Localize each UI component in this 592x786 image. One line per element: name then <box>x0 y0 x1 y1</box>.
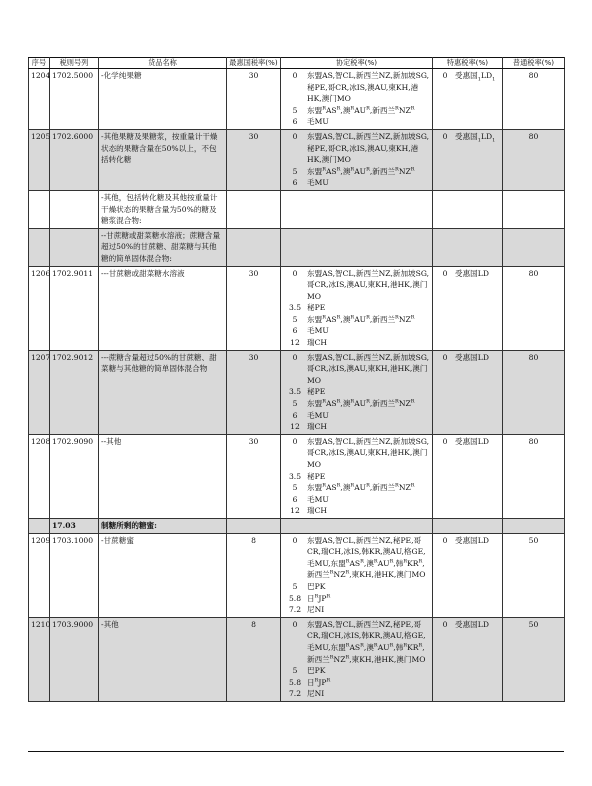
agreement-parties: 东盟AS,智CL,新西兰NZ,新加坡SG,哥CR,冰IS,澳AU,柬KH,港HK,澳门MO <box>307 436 430 469</box>
agreement-line <box>283 325 430 337</box>
agreement-parties: 东盟AS,智CL,新西兰NZ,秘PE,哥CR,瑞CH,冰IS,韩KR,澳AU,格GE,毛MU,东盟$^RAS^R$,澳$^RAU^R$,韩$^RKR^R$,新西兰$^RNZ^R$,柬KH,港HK,澳门MO <box>307 619 426 664</box>
agreement-parties: 巴PK <box>307 666 326 676</box>
agreement-rate: 6 <box>292 178 298 188</box>
cell-code: 1702.9011 <box>50 266 99 350</box>
agreement-rate: 5 <box>292 483 298 493</box>
agreement-parties: 秘PE <box>307 471 326 481</box>
agreement-rate: 7.2 <box>288 605 302 615</box>
agreement-rate: 12 <box>290 422 300 432</box>
cell-name: 制糖所剩的糖蜜: <box>99 518 227 533</box>
agreement-rate: 3.5 <box>288 303 302 313</box>
cell-general <box>503 518 565 533</box>
cell-agreement <box>281 533 433 617</box>
cell-agreement <box>281 190 433 228</box>
cell-general: 80 <box>503 350 565 434</box>
agreement-line <box>283 177 430 189</box>
cell-seq: 1207 <box>29 350 50 434</box>
agreement-rate: 0 <box>292 352 298 362</box>
table-row <box>29 228 565 266</box>
agreement-line <box>283 410 430 422</box>
cell-name: --其他 <box>99 434 227 518</box>
table-row <box>29 533 565 617</box>
agreement-rate: 0 <box>292 436 298 446</box>
agreement-parties: 瑞CH <box>307 338 328 348</box>
table-row <box>29 69 565 130</box>
table-row <box>29 129 565 190</box>
cell-mfn: 30 <box>227 266 281 350</box>
agreement-parties: 尼NI <box>307 605 325 615</box>
agreement-line <box>283 604 430 616</box>
cell-name: -甘蔗糖蜜 <box>99 533 227 617</box>
cell-seq: 1206 <box>29 266 50 350</box>
header-name: 货品名称 <box>99 58 227 69</box>
cell-mfn: 30 <box>227 69 281 130</box>
cell-special <box>433 69 503 130</box>
cell-special <box>433 266 503 350</box>
cell-special <box>433 533 503 617</box>
special-parties: 受惠国LD <box>455 352 489 362</box>
agreement-line <box>283 593 430 605</box>
agreement-line <box>283 421 430 433</box>
table-row <box>29 617 565 701</box>
agreement-parties: 东盟$^RAS^R$,澳$^RAU^R$,新西兰$^RNZ^R$ <box>307 105 415 115</box>
special-rate: 0 <box>442 535 448 545</box>
cell-code: 1702.9090 <box>50 434 99 518</box>
cell-seq: 1205 <box>29 129 50 190</box>
agreement-parties: 毛MU <box>307 410 329 420</box>
special-rate: 0 <box>442 619 448 629</box>
agreement-parties: 东盟AS,智CL,新西兰NZ,秘PE,哥CR,瑞CH,冰IS,韩KR,澳AU,格GE,毛MU,东盟$^RAS^R$,澳$^RAU^R$,韩$^RKR^R$,新西兰$^RNZ^R$,柬KH,港HK,澳门MO <box>307 535 426 580</box>
cell-agreement <box>281 434 433 518</box>
agreement-parties: 东盟$^RAS^R$,澳$^RAU^R$,新西兰$^RNZ^R$ <box>307 314 415 324</box>
agreement-parties: 秘PE <box>307 387 326 397</box>
agreement-rate: 6 <box>292 117 298 127</box>
cell-agreement <box>281 69 433 130</box>
cell-general <box>503 228 565 266</box>
agreement-line <box>283 337 430 349</box>
agreement-parties: 东盟AS,智CL,新西兰NZ,新加坡SG,秘PE,哥CR,冰IS,澳AU,柬KH,港HK,澳门MO <box>307 131 430 165</box>
cell-agreement <box>281 129 433 190</box>
cell-name: --甘蔗糖或甜菜糖水溶液；蔗糖含量超过50%的甘蔗糖、甜菜糖与其他糖的简单固体混合物: <box>99 228 227 266</box>
cell-agreement <box>281 228 433 266</box>
special-line <box>435 352 500 364</box>
agreement-parties: 毛MU <box>307 494 329 504</box>
agreement-rate: 5 <box>292 399 298 409</box>
header-code: 税则号列 <box>50 58 99 69</box>
agreement-parties: 东盟$^RAS^R$,澳$^RAU^R$,新西兰$^RNZ^R$ <box>307 166 415 176</box>
agreement-line <box>283 494 430 506</box>
cell-name: ---蔗糖含量超过50%的甘蔗糖、甜菜糖与其他糖的简单固体混合物 <box>99 350 227 434</box>
special-parties: 受惠国LD <box>455 619 489 629</box>
cell-general: 80 <box>503 434 565 518</box>
agreement-line <box>283 166 430 178</box>
special-rate: 0 <box>442 268 448 278</box>
agreement-line <box>283 352 430 387</box>
cell-mfn <box>227 228 281 266</box>
agreement-parties: 瑞CH <box>307 506 328 516</box>
cell-name: ---甘蔗糖或甜菜糖水溶液 <box>99 266 227 350</box>
special-line <box>435 619 500 631</box>
cell-mfn: 30 <box>227 434 281 518</box>
agreement-line <box>283 386 430 398</box>
special-parties: 受惠国LD <box>455 436 489 446</box>
cell-code: 1702.9012 <box>50 350 99 434</box>
cell-general: 80 <box>503 266 565 350</box>
bottom-rule <box>28 751 564 752</box>
agreement-parties: 东盟AS,智CL,新西兰NZ,新加坡SG,哥CR,冰IS,澳AU,柬KH,港HK,澳门MO <box>307 352 430 385</box>
cell-code <box>50 190 99 228</box>
cell-name: -其他果糖及果糖浆，按重量计干燥状态的果糖含量在50%以上，不包括转化糖 <box>99 129 227 190</box>
cell-special <box>433 350 503 434</box>
agreement-rate: 0 <box>292 535 298 545</box>
cell-seq: 1204 <box>29 69 50 130</box>
cell-name: -其他，包括转化糖及其他按重量计干燥状态的果糖含量为50%的糖及糖浆混合物: <box>99 190 227 228</box>
cell-name: -其他 <box>99 617 227 701</box>
agreement-line <box>283 581 430 593</box>
special-rate: 0 <box>442 71 448 80</box>
agreement-line <box>283 677 430 689</box>
cell-seq: 1209 <box>29 533 50 617</box>
agreement-rate: 3.5 <box>288 387 302 397</box>
cell-mfn: 8 <box>227 617 281 701</box>
cell-general: 80 <box>503 129 565 190</box>
agreement-parties: 东盟AS,智CL,新西兰NZ,新加坡SG,哥CR,冰IS,澳AU,柬KH,港HK,澳门MO <box>307 268 430 301</box>
cell-code: 1702.5000 <box>50 69 99 130</box>
header-mfn: 最惠国税率(%) <box>227 58 281 69</box>
agreement-rate: 0 <box>292 131 298 141</box>
agreement-line <box>283 505 430 517</box>
special-line <box>435 70 500 82</box>
cell-code: 1703.9000 <box>50 617 99 701</box>
cell-agreement <box>281 518 433 533</box>
table-row <box>29 266 565 350</box>
cell-mfn <box>227 190 281 228</box>
cell-mfn <box>227 518 281 533</box>
cell-general <box>503 190 565 228</box>
agreement-rate: 5.8 <box>288 677 302 687</box>
agreement-line <box>283 268 430 303</box>
agreement-rate: 7.2 <box>288 689 302 699</box>
agreement-parties: 毛MU <box>307 178 329 188</box>
table-row <box>29 518 565 533</box>
agreement-rate: 5 <box>292 314 298 324</box>
special-line <box>435 535 500 547</box>
agreement-rate: 0 <box>292 71 298 80</box>
agreement-line <box>283 535 430 581</box>
agreement-rate: 12 <box>290 506 300 516</box>
cell-special <box>433 129 503 190</box>
special-rate: 0 <box>442 352 448 362</box>
cell-general: 50 <box>503 617 565 701</box>
cell-general: 80 <box>503 69 565 130</box>
tariff-table <box>28 57 565 702</box>
agreement-parties: 瑞CH <box>307 422 328 432</box>
header-agreement: 协定税率(%) <box>281 58 433 69</box>
cell-mfn: 30 <box>227 350 281 434</box>
agreement-line <box>283 131 430 166</box>
agreement-parties: 日$^RJP^R$ <box>307 593 331 603</box>
agreement-parties: 秘PE <box>307 303 326 313</box>
agreement-line <box>283 398 430 410</box>
header-seq: 序号 <box>29 58 50 69</box>
agreement-parties: 毛MU <box>307 117 329 127</box>
special-rate: 0 <box>442 131 448 141</box>
special-parties: 受惠国LD <box>455 535 489 545</box>
agreement-line <box>283 70 430 105</box>
agreement-parties: 巴PK <box>307 581 326 591</box>
cell-seq <box>29 518 50 533</box>
cell-mfn: 30 <box>227 129 281 190</box>
agreement-rate: 6 <box>292 494 298 504</box>
cell-agreement <box>281 350 433 434</box>
agreement-rate: 12 <box>290 338 300 348</box>
table-row <box>29 350 565 434</box>
table-row <box>29 190 565 228</box>
agreement-rate: 5 <box>292 666 298 676</box>
special-line <box>435 268 500 280</box>
table-body <box>29 69 565 702</box>
cell-name: -化学纯果糖 <box>99 69 227 130</box>
agreement-parties: 毛MU <box>307 326 329 336</box>
special-parties: 受惠国$_1LD_1$ <box>455 131 496 144</box>
special-parties: 受惠国LD <box>455 268 489 278</box>
agreement-line <box>283 688 430 700</box>
cell-general: 50 <box>503 533 565 617</box>
cell-agreement <box>281 617 433 701</box>
cell-code: 1702.6000 <box>50 129 99 190</box>
cell-special <box>433 434 503 518</box>
agreement-line <box>283 314 430 326</box>
special-parties: 受惠国$_1LD_1$ <box>455 71 496 83</box>
special-rate: 0 <box>442 436 448 446</box>
cell-seq: 1210 <box>29 617 50 701</box>
cell-seq <box>29 228 50 266</box>
cell-code: 1703.1000 <box>50 533 99 617</box>
cell-code: 17.03 <box>50 518 99 533</box>
agreement-rate: 5.8 <box>288 593 302 603</box>
agreement-rate: 0 <box>292 268 298 278</box>
cell-mfn: 8 <box>227 533 281 617</box>
header-special: 特惠税率(%) <box>433 58 503 69</box>
cell-seq <box>29 190 50 228</box>
agreement-parties: 东盟AS,智CL,新西兰NZ,新加坡SG,秘PE,哥CR,冰IS,澳AU,柬KH,港HK,澳门MO <box>307 71 430 104</box>
agreement-rate: 6 <box>292 410 298 420</box>
cell-code <box>50 228 99 266</box>
agreement-parties: 东盟$^RAS^R$,澳$^RAU^R$,新西兰$^RNZ^R$ <box>307 482 415 493</box>
agreement-rate: 6 <box>292 326 298 336</box>
header-general: 普通税率(%) <box>503 58 565 69</box>
agreement-rate: 3.5 <box>288 471 302 481</box>
agreement-rate: 5 <box>292 581 298 591</box>
cell-agreement <box>281 266 433 350</box>
cell-special <box>433 228 503 266</box>
cell-special <box>433 518 503 533</box>
agreement-line <box>283 302 430 314</box>
agreement-rate: 5 <box>292 166 298 176</box>
agreement-parties: 尼NI <box>307 689 325 699</box>
agreement-line <box>283 116 430 128</box>
special-line <box>435 436 500 448</box>
agreement-rate: 5 <box>292 105 298 115</box>
agreement-line <box>283 436 430 471</box>
agreement-rate: 0 <box>292 619 298 629</box>
cell-special <box>433 190 503 228</box>
table-row <box>29 434 565 518</box>
agreement-parties: 东盟$^RAS^R$,澳$^RAU^R$,新西兰$^RNZ^R$ <box>307 398 415 409</box>
special-line <box>435 131 500 143</box>
cell-special <box>433 617 503 701</box>
agreement-line <box>283 619 430 665</box>
agreement-line <box>283 471 430 483</box>
agreement-line <box>283 665 430 677</box>
cell-seq: 1208 <box>29 434 50 518</box>
agreement-line <box>283 482 430 494</box>
table-header-row <box>29 58 565 69</box>
agreement-parties: 日$^RJP^R$ <box>307 677 331 687</box>
agreement-line <box>283 105 430 117</box>
